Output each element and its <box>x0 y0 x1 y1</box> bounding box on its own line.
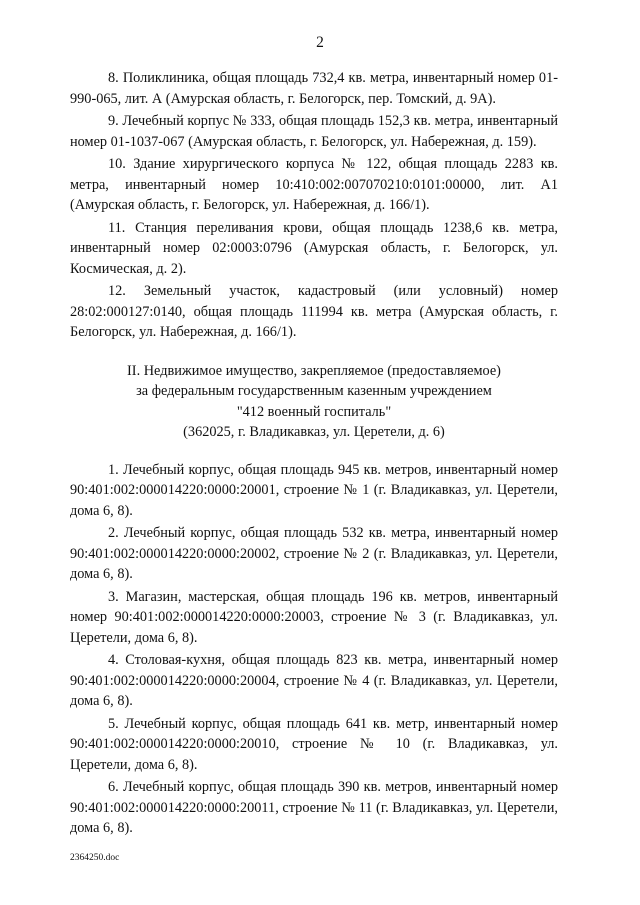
list-item: 9. Лечебный корпус № 333, общая площадь 152,3 кв. метра, инвентарный номер 01-1037-067 (Амурская область, г. Белогорск, ул. Набережная, д. 159). <box>70 113 558 150</box>
document-body <box>70 68 558 841</box>
list-item: 1. Лечебный корпус, общая площадь 945 кв. метров, инвентарный номер 90:401:002:000014220:0000:20001, строение № 1 (г. Владикавказ, ул. Церетели, дома 6, 8). <box>70 461 558 519</box>
section-heading-line: (362025, г. Владикавказ, ул. Церетели, д. 6) <box>183 424 445 440</box>
list-item: 5. Лечебный корпус, общая площадь 641 кв. метр, инвентарный номер 90:401:002:000014220:0000:20010, строение № 10 (г. Владикавказ, ул. Церетели, дома 6, 8). <box>70 715 558 773</box>
list-item: 2. Лечебный корпус, общая площадь 532 кв. метра, инвентарный номер 90:401:002:000014220:0000:20002, строение № 2 (г. Владикавказ, ул. Церетели, дома 6, 8). <box>70 525 558 582</box>
section-2-heading <box>70 361 558 443</box>
list-item: 3. Магазин, мастерская, общая площадь 196 кв. метров, инвентарный номер 90:401:002:000014220:0000:20003, строение № 3 (г. Владикавказ, ул. Церетели, дома 6, 8). <box>70 588 558 646</box>
list-item: 11. Станция переливания крови, общая площадь 1238,6 кв. метра, инвентарный номер 02:0003:0796 (Амурская область, г. Белогорск, ул. Космическая, д. 2). <box>70 219 558 277</box>
list-item: 12. Земельный участок, кадастровый (или условный) номер 28:02:000127:0140, общая площадь 111994 кв. метра (Амурская область, г. Белогорск, ул. Набережная, д. 166/1). <box>70 283 558 340</box>
page-number: 2 <box>316 34 324 51</box>
section-1-list <box>70 68 558 343</box>
section-heading-line: II. Недвижимое имущество, закрепляемое (предоставляемое) <box>127 362 501 379</box>
footer-document-code: 2364250.doc <box>70 853 120 863</box>
section-heading-line: за федеральным государственным казенным учреждением <box>136 383 492 399</box>
list-item: 10. Здание хирургического корпуса № 122, общая площадь 2283 кв. метра, инвентарный номер 10:410:002:007070210:0101:00000, лит. А1 (Амурская область, г. Белогорск, ул. Набережная, д. 166/1). <box>70 156 558 213</box>
list-item: 8. Поликлиника, общая площадь 732,4 кв. метра, инвентарный номер 01-990-065, лит. А (Амурская область, г. Белогорск, пер. Томский, д. 9А). <box>70 70 558 107</box>
list-item: 6. Лечебный корпус, общая площадь 390 кв. метров, инвентарный номер 90:401:002:000014220:0000:20011, строение № 11 (г. Владикавказ, ул. Церетели, дома 6, 8). <box>70 779 558 836</box>
list-item: 4. Столовая-кухня, общая площадь 823 кв. метра, инвентарный номер 90:401:002:000014220:0000:20004, строение № 4 (г. Владикавказ, ул. Церетели, дома 6, 8). <box>70 652 558 709</box>
section-heading-line: "412 военный госпиталь" <box>236 403 392 420</box>
section-2-list <box>70 460 558 839</box>
